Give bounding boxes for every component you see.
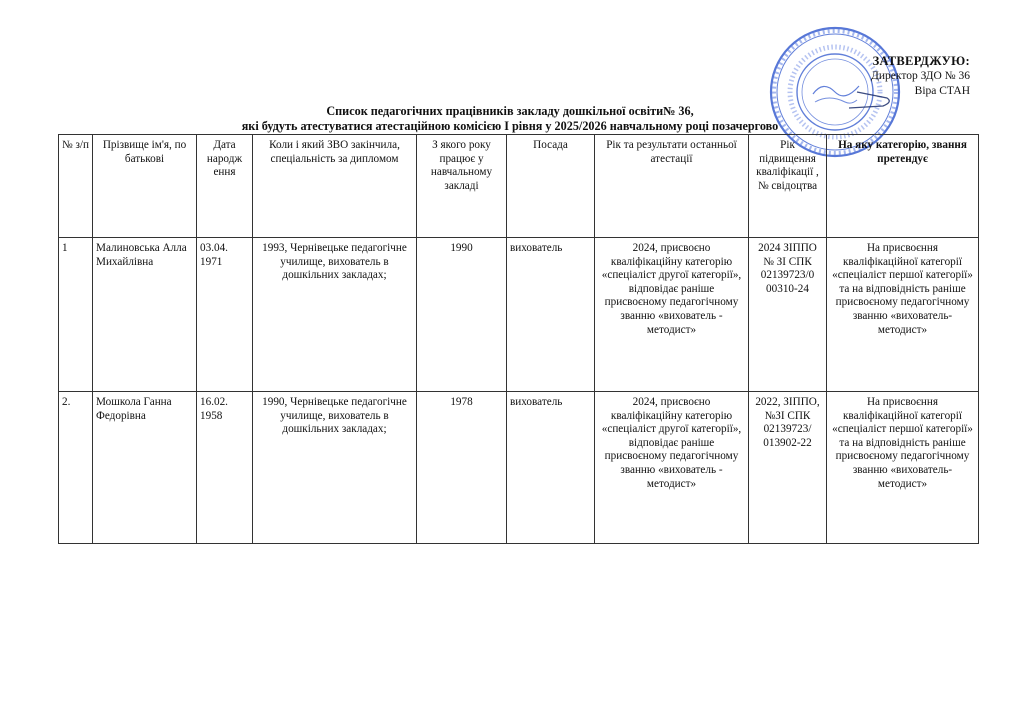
header-target: На яку категорію, звання претендує xyxy=(827,135,979,238)
cell-qualification: 2022, ЗІППО, №ЗІ СПК 02139723/ 013902-22 xyxy=(749,392,827,544)
cell-target: На присвоєння кваліфікаційної категорії «спеціаліст першої категорії» та на відповідність раніше присвоєному педагогічному званню «вихователь-методист» xyxy=(827,238,979,392)
cell-position: вихователь xyxy=(507,238,595,392)
cell-birth-date: 03.04. 1971 xyxy=(197,238,253,392)
approval-position: Директор ЗДО № 36 xyxy=(871,70,970,82)
header-education: Коли і який ЗВО закінчила, спеціальність за дипломом xyxy=(253,135,417,238)
header-work-since: З якого року працює у навчальному закладі xyxy=(417,135,507,238)
approval-name: Віра СТАН xyxy=(914,85,970,97)
staff-table xyxy=(58,134,979,544)
header-birth-date: Дата народж ення xyxy=(197,135,253,238)
cell-position: вихователь xyxy=(507,392,595,544)
cell-birth-date: 16.02. 1958 xyxy=(197,392,253,544)
table-row xyxy=(59,392,979,544)
document-heading xyxy=(130,104,890,134)
approval-title: ЗАТВЕРДЖУЮ: xyxy=(872,54,970,68)
cell-name: Малиновська Алла Михайлівна xyxy=(93,238,197,392)
header-number: № з/п xyxy=(59,135,93,238)
header-qualification: Рік підвищення кваліфікації , № свідоцтва xyxy=(749,135,827,238)
table-header-row xyxy=(59,135,979,238)
approval-block xyxy=(820,54,970,99)
cell-education: 1990, Чернівецьке педагогічне училище, вихователь в дошкільних закладах; xyxy=(253,392,417,544)
table-row xyxy=(59,238,979,392)
header-name: Прізвище ім'я, по батькові xyxy=(93,135,197,238)
cell-number: 1 xyxy=(59,238,93,392)
cell-attestation: 2024, присвоєно кваліфікаційну категорію «спеціаліст другої категорії», відповідає раніше присвоєному педагогічному званню «вихователь - методист» xyxy=(595,238,749,392)
header-attestation: Рік та результати останньої атестації xyxy=(595,135,749,238)
cell-target: На присвоєння кваліфікаційної категорії «спеціаліст першої категорії» та на відповідність раніше присвоєному педагогічному званню «вихователь-методист» xyxy=(827,392,979,544)
heading-line-1: Список педагогічних працівників закладу дошкільної освіти№ 36, xyxy=(326,104,694,118)
cell-work-since: 1990 xyxy=(417,238,507,392)
cell-number: 2. xyxy=(59,392,93,544)
cell-qualification: 2024 ЗІППО № ЗІ СПК 02139723/0 00310-24 xyxy=(749,238,827,392)
cell-work-since: 1978 xyxy=(417,392,507,544)
header-position: Посада xyxy=(507,135,595,238)
cell-name: Мошкола Ганна Федорівна xyxy=(93,392,197,544)
heading-line-2: які будуть атестуватися атестаційною комісією І рівня у 2025/2026 навчальному році позачергово xyxy=(241,119,779,133)
cell-education: 1993, Чернівецьке педагогічне училище, вихователь в дошкільних закладах; xyxy=(253,238,417,392)
cell-attestation: 2024, присвоєно кваліфікаційну категорію «спеціаліст другої категорії», відповідає раніше присвоєному педагогічному званню «вихователь - методист» xyxy=(595,392,749,544)
